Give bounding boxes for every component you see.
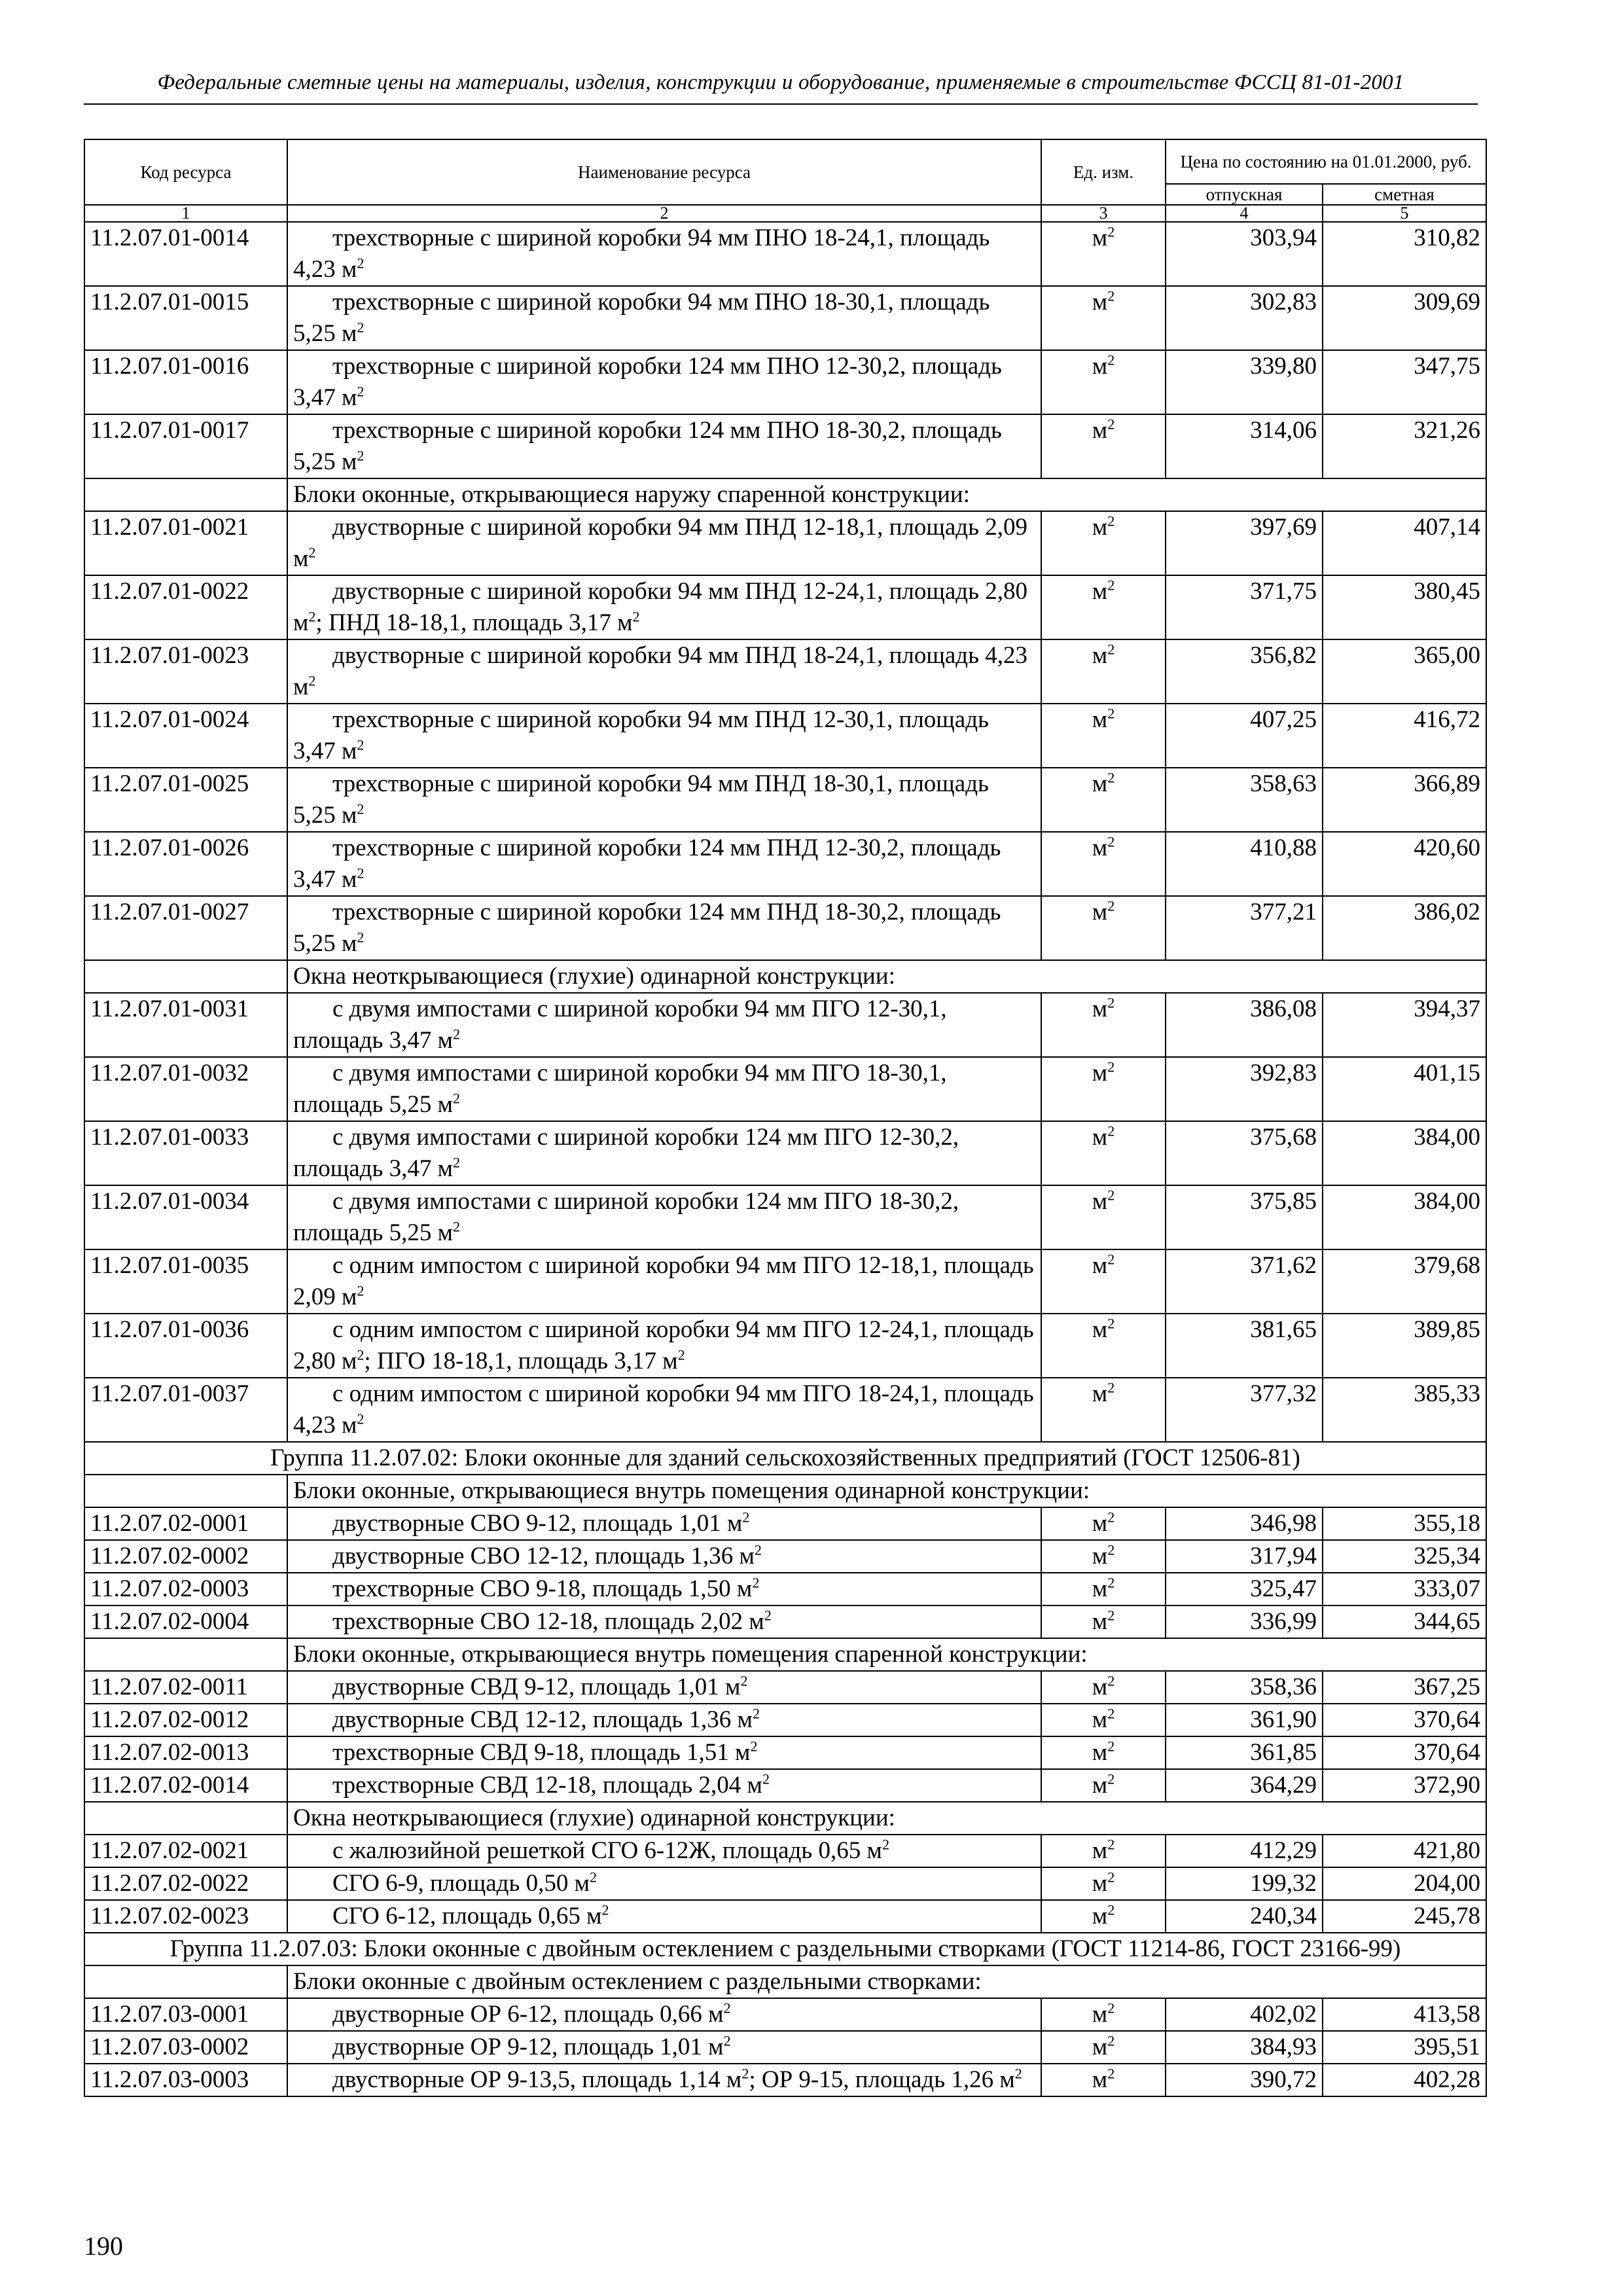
release-price: 410,88 bbox=[1166, 832, 1323, 896]
resource-name: трехстворные с шириной коробки 94 мм ПНД 12-30,1, площадь 3,47 $м^2$ bbox=[287, 704, 1041, 768]
table-row bbox=[84, 1736, 1486, 1769]
price-table bbox=[84, 139, 1487, 2097]
release-price: 377,32 bbox=[1166, 1378, 1323, 1442]
release-price: 346,98 bbox=[1166, 1507, 1323, 1540]
resource-name: двустворные СВО 12-12, площадь 1,36 $м^2$ bbox=[287, 1540, 1041, 1573]
header-rule bbox=[84, 103, 1478, 105]
table-row bbox=[84, 1573, 1486, 1605]
release-price: 356,82 bbox=[1166, 639, 1323, 704]
estimate-price: 402,28 bbox=[1323, 2064, 1486, 2096]
unit-cell: $м^2$ bbox=[1041, 1540, 1166, 1573]
table-row bbox=[84, 2031, 1486, 2064]
estimate-price: 416,72 bbox=[1323, 704, 1486, 768]
release-price: 375,85 bbox=[1166, 1185, 1323, 1249]
release-price: 371,75 bbox=[1166, 575, 1323, 639]
subheading-text: Блоки оконные, открывающиеся внутрь помещения одинарной конструкции: bbox=[287, 1475, 1486, 1507]
table-row bbox=[84, 832, 1486, 896]
subheading-text: Блоки оконные, открывающиеся наружу спаренной конструкции: bbox=[287, 478, 1486, 511]
resource-name: трехстворные с шириной коробки 94 мм ПНД 18-30,1, площадь 5,25 $м^2$ bbox=[287, 768, 1041, 832]
unit-cell: $м^2$ bbox=[1041, 286, 1166, 350]
resource-code: 11.2.07.03-0001 bbox=[84, 1998, 287, 2031]
resource-code: 11.2.07.01-0023 bbox=[84, 639, 287, 704]
unit-cell: $м^2$ bbox=[1041, 1769, 1166, 1802]
resource-name: трехстворные СВО 9-18, площадь 1,50 $м^2$ bbox=[287, 1573, 1041, 1605]
unit-cell: $м^2$ bbox=[1041, 222, 1166, 286]
resource-name: трехстворные с шириной коробки 124 мм ПНО 12-30,2, площадь 3,47 $м^2$ bbox=[287, 350, 1041, 414]
resource-name: с одним импостом с шириной коробки 94 мм ПГО 12-18,1, площадь 2,09 $м^2$ bbox=[287, 1249, 1041, 1314]
subheading-text: Окна неоткрывающиеся (глухие) одинарной конструкции: bbox=[287, 960, 1486, 993]
resource-name: двустворные СВД 12-12, площадь 1,36 $м^2$ bbox=[287, 1704, 1041, 1736]
unit-cell: $м^2$ bbox=[1041, 1378, 1166, 1442]
col-number: 3 bbox=[1041, 205, 1166, 222]
release-price: 358,63 bbox=[1166, 768, 1323, 832]
unit-cell: $м^2$ bbox=[1041, 1249, 1166, 1314]
resource-name: трехстворные с шириной коробки 94 мм ПНО 18-30,1, площадь 5,25 $м^2$ bbox=[287, 286, 1041, 350]
resource-code: 11.2.07.02-0001 bbox=[84, 1507, 287, 1540]
table-row bbox=[84, 1605, 1486, 1638]
resource-code: 11.2.07.01-0025 bbox=[84, 768, 287, 832]
col-header-name: Наименование ресурса bbox=[287, 139, 1041, 205]
resource-code: 11.2.07.02-0004 bbox=[84, 1605, 287, 1638]
unit-cell: $м^2$ bbox=[1041, 1867, 1166, 1900]
unit-cell: $м^2$ bbox=[1041, 1835, 1166, 1867]
release-price: 364,29 bbox=[1166, 1769, 1323, 1802]
unit-cell: $м^2$ bbox=[1041, 511, 1166, 575]
unit-cell: $м^2$ bbox=[1041, 832, 1166, 896]
estimate-price: 310,82 bbox=[1323, 222, 1486, 286]
unit-cell: $м^2$ bbox=[1041, 1900, 1166, 1933]
resource-code: 11.2.07.01-0014 bbox=[84, 222, 287, 286]
col-number: 2 bbox=[287, 205, 1041, 222]
release-price: 199,32 bbox=[1166, 1867, 1323, 1900]
group-heading: Группа 11.2.07.02: Блоки оконные для зданий сельскохозяйственных предприятий (ГОСТ 12506-81) bbox=[84, 1442, 1486, 1475]
resource-name: двустворные с шириной коробки 94 мм ПНД 12-18,1, площадь 2,09 $м^2$ bbox=[287, 511, 1041, 575]
col-number: 4 bbox=[1166, 205, 1323, 222]
table-row bbox=[84, 414, 1486, 478]
unit-cell: $м^2$ bbox=[1041, 768, 1166, 832]
release-price: 240,34 bbox=[1166, 1900, 1323, 1933]
table-row bbox=[84, 1835, 1486, 1867]
release-price: 402,02 bbox=[1166, 1998, 1323, 2031]
col-header-price: Цена по состоянию на 01.01.2000, руб. bbox=[1166, 139, 1486, 184]
resource-code: 11.2.07.01-0015 bbox=[84, 286, 287, 350]
unit-cell: $м^2$ bbox=[1041, 575, 1166, 639]
unit-cell: $м^2$ bbox=[1041, 704, 1166, 768]
estimate-price: 204,00 bbox=[1323, 1867, 1486, 1900]
release-price: 358,36 bbox=[1166, 1671, 1323, 1704]
table-row bbox=[84, 1867, 1486, 1900]
estimate-price: 380,45 bbox=[1323, 575, 1486, 639]
resource-name: с двумя импостами с шириной коробки 124 мм ПГО 18-30,2, площадь 5,25 $м^2$ bbox=[287, 1185, 1041, 1249]
resource-name: двустворные ОР 9-13,5, площадь 1,14 $м^2$; ОР 9-15, площадь 1,26 $м^2$ bbox=[287, 2064, 1041, 2096]
estimate-price: 413,58 bbox=[1323, 1998, 1486, 2031]
resource-code: 11.2.07.02-0022 bbox=[84, 1867, 287, 1900]
resource-name: двустворные ОР 9-12, площадь 1,01 $м^2$ bbox=[287, 2031, 1041, 2064]
estimate-price: 384,00 bbox=[1323, 1185, 1486, 1249]
unit-cell: $м^2$ bbox=[1041, 896, 1166, 960]
estimate-price: 366,89 bbox=[1323, 768, 1486, 832]
unit-cell: $м^2$ bbox=[1041, 993, 1166, 1057]
release-price: 336,99 bbox=[1166, 1605, 1323, 1638]
estimate-price: 344,65 bbox=[1323, 1605, 1486, 1638]
table-row bbox=[84, 1671, 1486, 1704]
table-row bbox=[84, 575, 1486, 639]
unit-cell: $м^2$ bbox=[1041, 350, 1166, 414]
resource-code: 11.2.07.02-0012 bbox=[84, 1704, 287, 1736]
table-body bbox=[84, 222, 1486, 2096]
subheading-row bbox=[84, 1638, 1486, 1671]
running-header: Федеральные сметные цены на материалы, изделия, конструкции и оборудование, применяемые в строительстве ФССЦ 81-01-2001 bbox=[157, 71, 1404, 94]
resource-code: 11.2.07.02-0003 bbox=[84, 1573, 287, 1605]
release-price: 381,65 bbox=[1166, 1314, 1323, 1378]
resource-name: двустворные ОР 6-12, площадь 0,66 $м^2$ bbox=[287, 1998, 1041, 2031]
release-price: 339,80 bbox=[1166, 350, 1323, 414]
resource-name: трехстворные с шириной коробки 124 мм ПНО 18-30,2, площадь 5,25 $м^2$ bbox=[287, 414, 1041, 478]
release-price: 325,47 bbox=[1166, 1573, 1323, 1605]
resource-name: с двумя импостами с шириной коробки 94 мм ПГО 18-30,1, площадь 5,25 $м^2$ bbox=[287, 1057, 1041, 1121]
release-price: 386,08 bbox=[1166, 993, 1323, 1057]
resource-name: с жалюзийной решеткой СГО 6-12Ж, площадь 0,65 $м^2$ bbox=[287, 1835, 1041, 1867]
resource-code: 11.2.07.01-0026 bbox=[84, 832, 287, 896]
resource-name: трехстворные СВД 9-18, площадь 1,51 $м^2$ bbox=[287, 1736, 1041, 1769]
subheading-row bbox=[84, 1965, 1486, 1998]
estimate-price: 420,60 bbox=[1323, 832, 1486, 896]
resource-code: 11.2.07.01-0021 bbox=[84, 511, 287, 575]
estimate-price: 386,02 bbox=[1323, 896, 1486, 960]
resource-name: двустворные СВД 9-12, площадь 1,01 $м^2$ bbox=[287, 1671, 1041, 1704]
estimate-price: 321,26 bbox=[1323, 414, 1486, 478]
resource-code: 11.2.07.02-0013 bbox=[84, 1736, 287, 1769]
unit-cell: $м^2$ bbox=[1041, 1314, 1166, 1378]
resource-name: двустворные с шириной коробки 94 мм ПНД 12-24,1, площадь 2,80 $м^2$; ПНД 18-18,1, площадь 3,17 $м^2$ bbox=[287, 575, 1041, 639]
estimate-price: 347,75 bbox=[1323, 350, 1486, 414]
resource-code: 11.2.07.01-0024 bbox=[84, 704, 287, 768]
col-header-unit: Ед. изм. bbox=[1041, 139, 1166, 205]
release-price: 314,06 bbox=[1166, 414, 1323, 478]
resource-name: с двумя импостами с шириной коробки 94 мм ПГО 12-30,1, площадь 3,47 $м^2$ bbox=[287, 993, 1041, 1057]
table-row bbox=[84, 222, 1486, 286]
table-row bbox=[84, 1185, 1486, 1249]
table-row bbox=[84, 1998, 1486, 2031]
release-price: 377,21 bbox=[1166, 896, 1323, 960]
page-number: 190 bbox=[84, 2231, 123, 2261]
resource-code: 11.2.07.01-0037 bbox=[84, 1378, 287, 1442]
estimate-price: 333,07 bbox=[1323, 1573, 1486, 1605]
resource-code: 11.2.07.02-0023 bbox=[84, 1900, 287, 1933]
resource-code: 11.2.07.01-0035 bbox=[84, 1249, 287, 1314]
empty-cell bbox=[84, 1638, 287, 1671]
estimate-price: 385,33 bbox=[1323, 1378, 1486, 1442]
table-row bbox=[84, 350, 1486, 414]
table-row bbox=[84, 286, 1486, 350]
table-row bbox=[84, 704, 1486, 768]
table-row bbox=[84, 1769, 1486, 1802]
release-price: 407,25 bbox=[1166, 704, 1323, 768]
release-price: 303,94 bbox=[1166, 222, 1323, 286]
table-row bbox=[84, 1378, 1486, 1442]
resource-name: СГО 6-9, площадь 0,50 $м^2$ bbox=[287, 1867, 1041, 1900]
release-price: 361,90 bbox=[1166, 1704, 1323, 1736]
resource-name: двустворные СВО 9-12, площадь 1,01 $м^2$ bbox=[287, 1507, 1041, 1540]
resource-name: трехстворные СВО 12-18, площадь 2,02 $м^2$ bbox=[287, 1605, 1041, 1638]
resource-code: 11.2.07.02-0002 bbox=[84, 1540, 287, 1573]
unit-cell: $м^2$ bbox=[1041, 1998, 1166, 2031]
estimate-price: 421,80 bbox=[1323, 1835, 1486, 1867]
unit-cell: $м^2$ bbox=[1041, 1736, 1166, 1769]
empty-cell bbox=[84, 960, 287, 993]
resource-code: 11.2.07.02-0021 bbox=[84, 1835, 287, 1867]
release-price: 397,69 bbox=[1166, 511, 1323, 575]
unit-cell: $м^2$ bbox=[1041, 2064, 1166, 2096]
unit-cell: $м^2$ bbox=[1041, 1671, 1166, 1704]
release-price: 390,72 bbox=[1166, 2064, 1323, 2096]
estimate-price: 384,00 bbox=[1323, 1121, 1486, 1185]
estimate-price: 325,34 bbox=[1323, 1540, 1486, 1573]
unit-cell: $м^2$ bbox=[1041, 2031, 1166, 2064]
estimate-price: 401,15 bbox=[1323, 1057, 1486, 1121]
resource-name: трехстворные с шириной коробки 124 мм ПНД 18-30,2, площадь 5,25 $м^2$ bbox=[287, 896, 1041, 960]
unit-cell: $м^2$ bbox=[1041, 1704, 1166, 1736]
resource-name: трехстворные с шириной коробки 94 мм ПНО 18-24,1, площадь 4,23 $м^2$ bbox=[287, 222, 1041, 286]
estimate-price: 355,18 bbox=[1323, 1507, 1486, 1540]
col-header-estimate: сметная bbox=[1323, 184, 1486, 205]
estimate-price: 365,00 bbox=[1323, 639, 1486, 704]
estimate-price: 379,68 bbox=[1323, 1249, 1486, 1314]
resource-code: 11.2.07.01-0034 bbox=[84, 1185, 287, 1249]
col-header-release: отпускная bbox=[1166, 184, 1323, 205]
release-price: 361,85 bbox=[1166, 1736, 1323, 1769]
col-header-code: Код ресурса bbox=[84, 139, 287, 205]
resource-code: 11.2.07.02-0011 bbox=[84, 1671, 287, 1704]
resource-code: 11.2.07.01-0031 bbox=[84, 993, 287, 1057]
resource-code: 11.2.07.03-0003 bbox=[84, 2064, 287, 2096]
empty-cell bbox=[84, 1802, 287, 1835]
group-row bbox=[84, 1442, 1486, 1475]
estimate-price: 370,64 bbox=[1323, 1736, 1486, 1769]
estimate-price: 407,14 bbox=[1323, 511, 1486, 575]
unit-cell: $м^2$ bbox=[1041, 1605, 1166, 1638]
resource-code: 11.2.07.02-0014 bbox=[84, 1769, 287, 1802]
table-row bbox=[84, 511, 1486, 575]
estimate-price: 245,78 bbox=[1323, 1900, 1486, 1933]
col-number: 1 bbox=[84, 205, 287, 222]
empty-cell bbox=[84, 1475, 287, 1507]
group-row bbox=[84, 1933, 1486, 1965]
table-row bbox=[84, 1249, 1486, 1314]
resource-code: 11.2.07.03-0002 bbox=[84, 2031, 287, 2064]
table-row bbox=[84, 2064, 1486, 2096]
unit-cell: $м^2$ bbox=[1041, 414, 1166, 478]
resource-name: СГО 6-12, площадь 0,65 $м^2$ bbox=[287, 1900, 1041, 1933]
resource-name: трехстворные СВД 12-18, площадь 2,04 $м^2$ bbox=[287, 1769, 1041, 1802]
release-price: 371,62 bbox=[1166, 1249, 1323, 1314]
resource-code: 11.2.07.01-0033 bbox=[84, 1121, 287, 1185]
subheading-row bbox=[84, 960, 1486, 993]
release-price: 412,29 bbox=[1166, 1835, 1323, 1867]
resource-name: двустворные с шириной коробки 94 мм ПНД 18-24,1, площадь 4,23 $м^2$ bbox=[287, 639, 1041, 704]
table-row bbox=[84, 1057, 1486, 1121]
table-row bbox=[84, 639, 1486, 704]
estimate-price: 394,37 bbox=[1323, 993, 1486, 1057]
table-row bbox=[84, 768, 1486, 832]
estimate-price: 372,90 bbox=[1323, 1769, 1486, 1802]
subheading-row bbox=[84, 478, 1486, 511]
subheading-row bbox=[84, 1802, 1486, 1835]
unit-cell: $м^2$ bbox=[1041, 1185, 1166, 1249]
empty-cell bbox=[84, 478, 287, 511]
table-row bbox=[84, 896, 1486, 960]
unit-cell: $м^2$ bbox=[1041, 1121, 1166, 1185]
group-heading: Группа 11.2.07.03: Блоки оконные с двойным остеклением с раздельными створками (ГОСТ 11214-86, ГОСТ 23166-99) bbox=[84, 1933, 1486, 1965]
resource-code: 11.2.07.01-0017 bbox=[84, 414, 287, 478]
resource-name: с одним импостом с шириной коробки 94 мм ПГО 18-24,1, площадь 4,23 $м^2$ bbox=[287, 1378, 1041, 1442]
resource-code: 11.2.07.01-0032 bbox=[84, 1057, 287, 1121]
unit-cell: $м^2$ bbox=[1041, 1573, 1166, 1605]
resource-code: 11.2.07.01-0022 bbox=[84, 575, 287, 639]
resource-code: 11.2.07.01-0027 bbox=[84, 896, 287, 960]
estimate-price: 370,64 bbox=[1323, 1704, 1486, 1736]
table-row bbox=[84, 1704, 1486, 1736]
unit-cell: $м^2$ bbox=[1041, 639, 1166, 704]
resource-code: 11.2.07.01-0016 bbox=[84, 350, 287, 414]
release-price: 302,83 bbox=[1166, 286, 1323, 350]
col-number: 5 bbox=[1323, 205, 1486, 222]
estimate-price: 367,25 bbox=[1323, 1671, 1486, 1704]
resource-name: с одним импостом с шириной коробки 94 мм ПГО 12-24,1, площадь 2,80 $м^2$; ПГО 18-18,1, площадь 3,17 $м^2$ bbox=[287, 1314, 1041, 1378]
estimate-price: 309,69 bbox=[1323, 286, 1486, 350]
resource-name: трехстворные с шириной коробки 124 мм ПНД 12-30,2, площадь 3,47 $м^2$ bbox=[287, 832, 1041, 896]
table-row bbox=[84, 1900, 1486, 1933]
release-price: 384,93 bbox=[1166, 2031, 1323, 2064]
release-price: 392,83 bbox=[1166, 1057, 1323, 1121]
estimate-price: 389,85 bbox=[1323, 1314, 1486, 1378]
empty-cell bbox=[84, 1965, 287, 1998]
release-price: 375,68 bbox=[1166, 1121, 1323, 1185]
unit-cell: $м^2$ bbox=[1041, 1057, 1166, 1121]
resource-name: с двумя импостами с шириной коробки 124 мм ПГО 12-30,2, площадь 3,47 $м^2$ bbox=[287, 1121, 1041, 1185]
subheading-row bbox=[84, 1475, 1486, 1507]
unit-cell: $м^2$ bbox=[1041, 1507, 1166, 1540]
release-price: 317,94 bbox=[1166, 1540, 1323, 1573]
table-row bbox=[84, 1540, 1486, 1573]
estimate-price: 395,51 bbox=[1323, 2031, 1486, 2064]
subheading-text: Блоки оконные, открывающиеся внутрь помещения спаренной конструкции: bbox=[287, 1638, 1486, 1671]
table-row bbox=[84, 1121, 1486, 1185]
table-row bbox=[84, 1507, 1486, 1540]
table-row bbox=[84, 1314, 1486, 1378]
subheading-text: Окна неоткрывающиеся (глухие) одинарной конструкции: bbox=[287, 1802, 1486, 1835]
resource-code: 11.2.07.01-0036 bbox=[84, 1314, 287, 1378]
table-row bbox=[84, 993, 1486, 1057]
subheading-text: Блоки оконные с двойным остеклением с раздельными створками: bbox=[287, 1965, 1486, 1998]
